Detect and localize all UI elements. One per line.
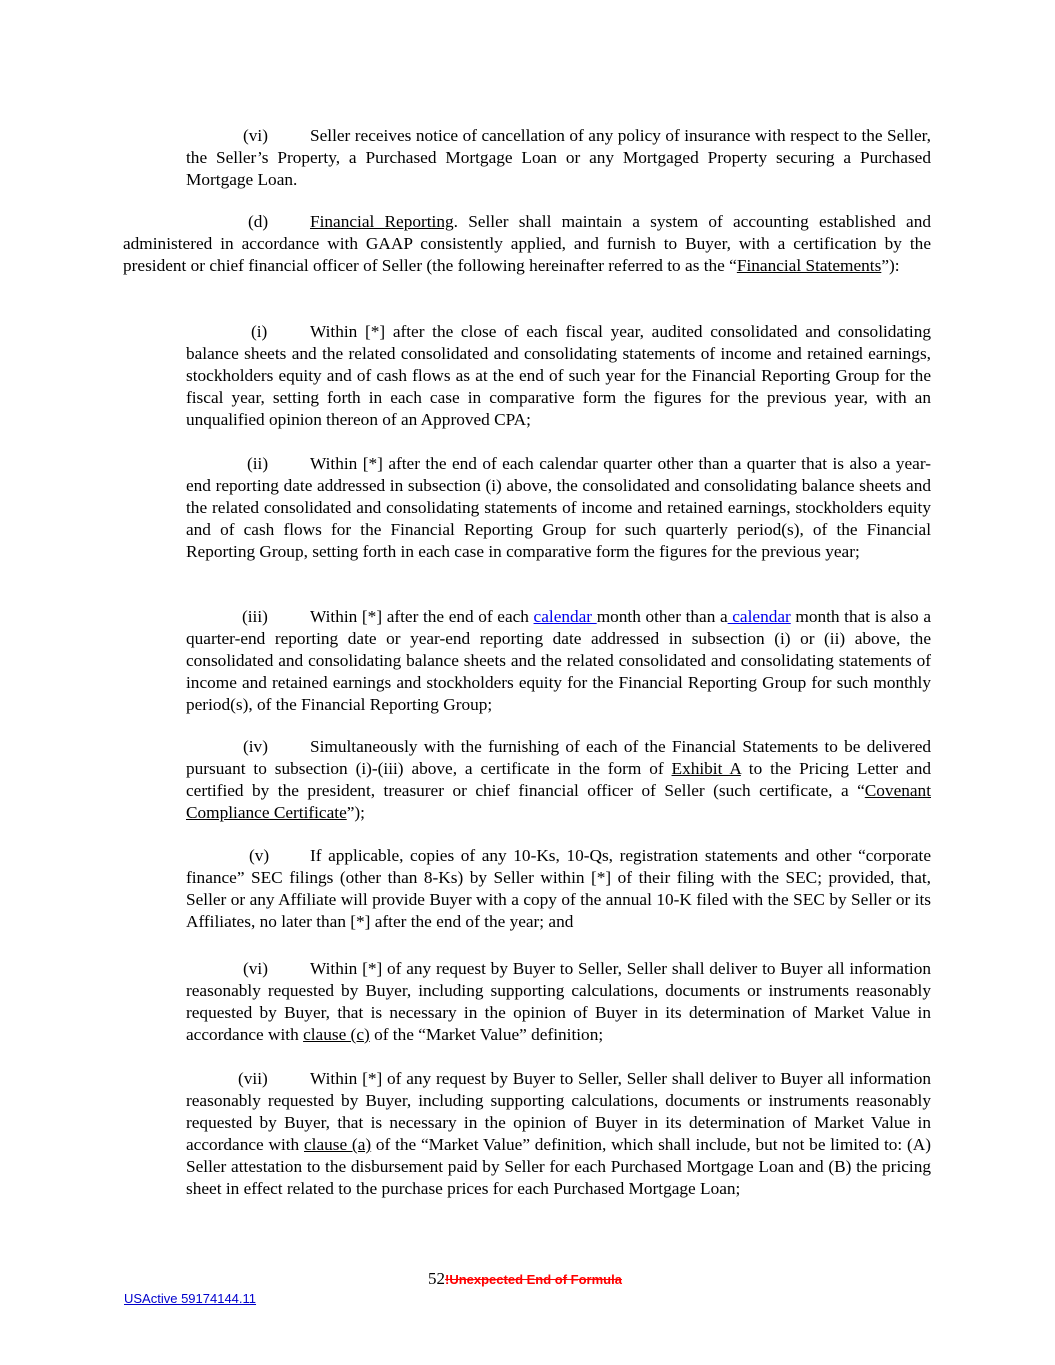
clause-label: (vi) [243, 959, 268, 978]
defined-term: Covenant Compliance Certificate [186, 781, 931, 822]
paragraph-text: Within [*] after the end of each [310, 607, 534, 626]
paragraph-text: of the “Market Value” definition, which shall include, but not be limited to: (A) Seller attestation to the disbursement paid by Seller for each Purchased Mortgage Loan and (B) the pricing sheet in effect related to the purchase prices for each Purchased Mortgage Loan; [186, 1135, 931, 1198]
paragraph-v [186, 845, 931, 933]
page-footer [428, 1268, 622, 1291]
paragraph-text: . Seller shall maintain a system of accounting established and administered in accordance with GAAP consistently applied, and furnish to Buyer, with a certification by the president or chief financial officer of Seller (the following hereinafter referred to as the “ [123, 212, 931, 275]
clause-label: (iv) [243, 737, 268, 756]
clause-label: (vi) [243, 126, 268, 145]
paragraph-text: Within [*] of any request by Buyer to Seller, Seller shall deliver to Buyer all information reasonably requested by Buyer, including supporting calculations, documents or instruments reasonably requested by Buyer, that is necessary in the opinion of Buyer in its determination of Market Value in accordance with [186, 959, 931, 1044]
defined-term: Financial Statements [736, 256, 882, 275]
paragraph-text: ”); [346, 803, 365, 822]
paragraph-text: Within [*] after the end of each calendar quarter other than a quarter that is also a year-end reporting date addressed in subsection (i) above, the consolidated and consolidating balance sheets and the related consolidated and consolidating statements of income and retained earnings, stockholders equity and of cash flows for the Financial Reporting Group for such quarterly period(s), of the Financial Reporting Group, setting forth in each case in comparative form the figures for the previous year; [186, 454, 931, 561]
paragraph-text: Simultaneously with the furnishing of each of the Financial Statements to be delivered pursuant to subsection (i)-(iii) above, a certificate in the form of [186, 737, 931, 778]
calendar-link[interactable]: calendar [727, 607, 791, 626]
clause-reference: clause (c) [303, 1025, 370, 1044]
paragraph-iii [186, 606, 931, 716]
formula-error: !Unexpected End of Formula [445, 1272, 622, 1287]
paragraph-text: Seller receives notice of cancellation of any policy of insurance with respect to the Seller, the Seller’s Property, a Purchased Mortgage Loan or any Mortgaged Property securing a Purchased Mortgage Loan. [186, 126, 931, 189]
calendar-link[interactable]: calendar [533, 607, 597, 626]
paragraph-vi-insurance [186, 125, 931, 191]
clause-label: (d) [248, 212, 269, 231]
paragraph-iv [186, 736, 931, 824]
clause-label: (iii) [242, 607, 268, 626]
clause-label: (vii) [238, 1069, 268, 1088]
paragraph-text: If applicable, copies of any 10-Ks, 10-Qs, registration statements and other “corporate finance” SEC filings (other than 8-Ks) by Seller within [*] of their filing with the SEC; provided, that, Seller or any Affiliate will provide Buyer with a copy of the annual 10-K filed with the SEC by Seller or its Affiliates, no later than [*] after the end of the year; and [186, 846, 931, 931]
clause-reference: clause (a) [303, 1135, 372, 1154]
page-number: 52 [428, 1269, 445, 1288]
paragraph-text: Within [*] of any request by Buyer to Seller, Seller shall deliver to Buyer all information reasonably requested by Buyer, including supporting calculations, documents or instruments reasonably requested by Buyer, that is necessary in the opinion of Buyer in its determination of Market Value in accordance with [186, 1069, 931, 1154]
paragraph-text: month that is also a quarter-end reporting date or year-end reporting date addressed in subsection (i) or (ii) above, the consolidated and consolidating balance sheets and the related consolidated and consolidating statements of income and retained earnings and stockholders equity for the Financial Reporting Group for such monthly period(s), of the Financial Reporting Group; [186, 607, 931, 714]
clause-label: (i) [251, 322, 268, 341]
paragraph-vi-request [186, 958, 931, 1046]
document-id-link[interactable]: USActive 59174144.11 [124, 1291, 257, 1306]
clause-label: (ii) [247, 454, 269, 473]
clause-label: (v) [249, 846, 270, 865]
paragraph-i [186, 321, 931, 431]
exhibit-reference: Exhibit A [671, 759, 741, 778]
paragraph-text: month other than a [596, 607, 728, 626]
paragraph-text: ”): [881, 256, 900, 275]
paragraph-ii [186, 453, 931, 563]
paragraph-text: to the Pricing Letter and certified by the president, treasurer or chief financial officer of Seller (such certificate, a “ [186, 759, 931, 800]
paragraph-vii [186, 1068, 931, 1200]
paragraph-d-financial-reporting [123, 211, 931, 277]
paragraph-text: Within [*] after the close of each fiscal year, audited consolidated and consolidating balance sheets and the related consolidated and consolidating statements of income and retained earnings, stockholders equity and of cash flows as at the end of such year for the Financial Reporting Group for the fiscal year, setting forth in each case in comparative form the figures for the previous year, with an unqualified opinion thereon of an Approved CPA; [186, 322, 931, 429]
section-heading: Financial Reporting [310, 212, 454, 231]
paragraph-text: of the “Market Value” definition; [369, 1025, 604, 1044]
